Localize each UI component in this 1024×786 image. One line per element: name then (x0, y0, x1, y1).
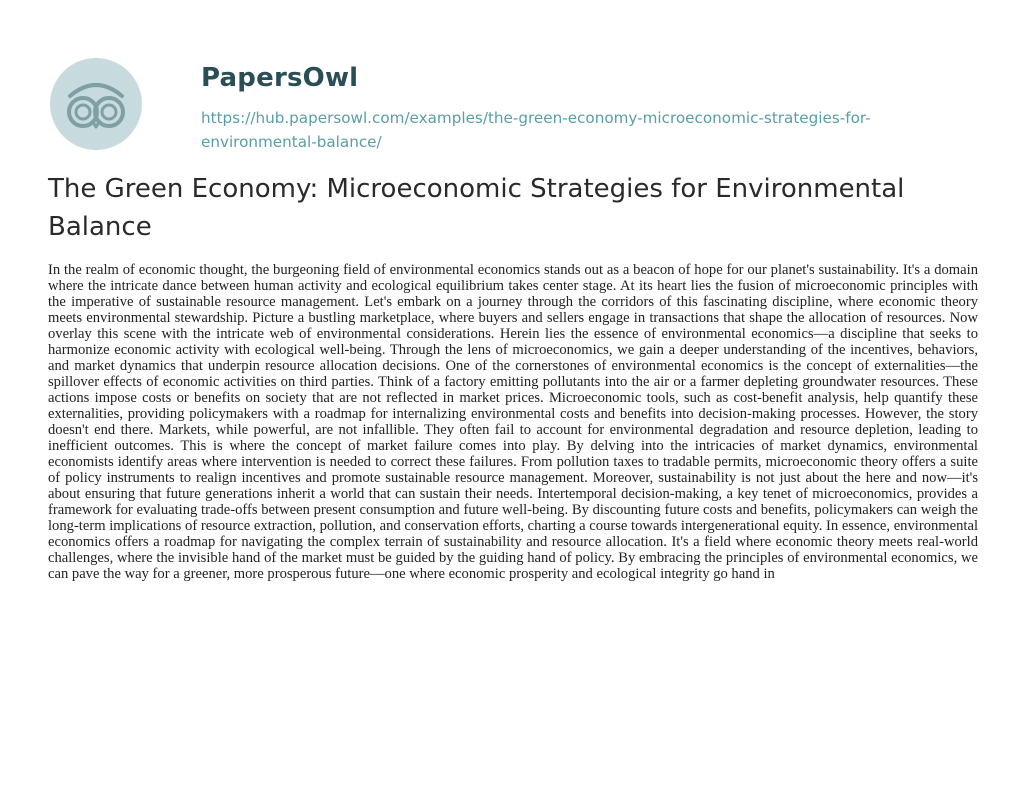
owl-eyes-logo-icon[interactable] (48, 56, 144, 152)
document-title: The Green Economy: Microeconomic Strategies for Environmental Balance (48, 174, 905, 242)
source-url-link[interactable]: https://hub.papersowl.com/examples/the-green-economy-microeconomic-strategies-for-environmental-balance/ (201, 109, 871, 151)
brand-name[interactable]: PapersOwl (201, 63, 359, 93)
document-body: In the realm of economic thought, the burgeoning field of environmental economics stands out as a beacon of hope for our planet's sustainability. It's a domain where the intricate dance between human activity and ecological equilibrium takes center stage. At its heart lies the fusion of microeconomic principles with the imperative of sustainable resource management. Let's embark on a journey through the corridors of this fascinating discipline, where economic theory meets environmental stewardship. Picture a bustling marketplace, where buyers and sellers engage in transactions that shape the allocation of resources. Now overlay this scene with the intricate web of environmental considerations. Herein lies the essence of environmental economics—a discipline that seeks to harmonize economic activity with ecological well-being. Through the lens of microeconomics, we gain a deeper understanding of the incentives, behaviors, and market dynamics that underpin resource allocation decisions. One of the cornerstones of environmental economics is the concept of externalities—the spillover effects of economic activities on third parties. Think of a factory emitting pollutants into the air or a farmer depleting groundwater resources. These actions impose costs or benefits on society that are not reflected in market prices. Microeconomic tools, such as cost-benefit analysis, help quantify these externalities, providing policymakers with a roadmap for internalizing environmental costs and benefits into decision-making processes. However, the story doesn't end there. Markets, while powerful, are not infallible. They often fail to account for environmental degradation and resource depletion, leading to inefficient outcomes. This is where the concept of market failure comes into play. By delving into the intricacies of market dynamics, environmental economists identify areas where intervention is needed to correct these failures. From pollution taxes to tradable permits, microeconomic theory offers a suite of policy instruments to realign incentives and promote sustainable resource management. Moreover, sustainability is not just about the here and now—it's about ensuring that future generations inherit a world that can sustain their needs. Intertemporal decision-making, a key tenet of microeconomics, provides a framework for evaluating trade-offs between present consumption and future well-being. By discounting future costs and benefits, policymakers can weigh the long-term implications of resource extraction, pollution, and conservation efforts, charting a course towards intergenerational equity. In essence, environmental economics offers a roadmap for navigating the complex terrain of sustainability and resource allocation. It's a field where economic theory meets real-world challenges, where the invisible hand of the market must be guided by the guiding hand of policy. By embracing the principles of environmental economics, we can pave the way for a greener, more prosperous future—one where economic prosperity and ecological integrity go hand in (48, 262, 978, 582)
page-header (48, 32, 988, 152)
